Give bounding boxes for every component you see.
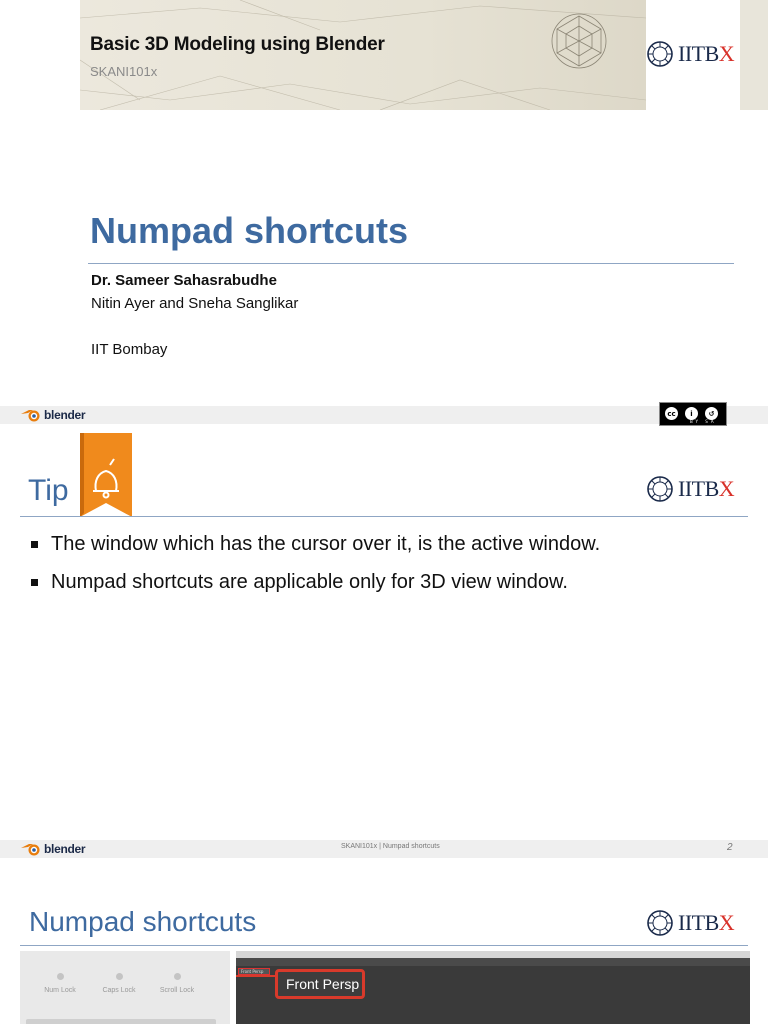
deck-title: Numpad shortcuts: [90, 210, 409, 251]
viewport-label: Front Persp: [238, 968, 270, 975]
iitbx-logo: IITBX: [646, 40, 734, 68]
tip-heading: Tip: [28, 474, 69, 507]
iitbx-logo-3: IITBX: [646, 909, 734, 937]
iitbx-logo-2: IITBX: [646, 475, 734, 503]
blender-icon: [20, 842, 42, 856]
page-number: 2: [727, 842, 733, 853]
slide3-heading: Numpad shortcuts: [29, 906, 257, 937]
banner-right-strip: [740, 0, 768, 110]
list-item: Numpad shortcuts are applicable only for 3D view window.: [30, 570, 600, 594]
keyboard-keys: [26, 1019, 216, 1024]
author-name: Dr. Sameer Sahasrabudhe: [91, 272, 277, 289]
scroll-lock-led: Scroll Lock: [149, 973, 205, 994]
coauthor-names: Nitin Ayer and Sneha Sanglikar: [91, 295, 299, 312]
blender-icon: [20, 408, 42, 422]
tip-bell-icon: [80, 433, 132, 517]
geodesic-sphere-icon: [550, 12, 608, 70]
slide3-divider: [20, 945, 748, 946]
title-divider: [88, 263, 734, 264]
iitb-seal-icon: [646, 475, 674, 503]
blender-menubar: [236, 958, 750, 966]
footer-course-label: SKANI101x | Numpad shortcuts: [341, 843, 440, 850]
by-icon: i: [683, 405, 700, 422]
blender-titlebar: [236, 951, 750, 958]
institute-name: IIT Bombay: [91, 341, 168, 358]
cc-by-sa-badge: cc i ↺ BY SA: [659, 402, 727, 426]
slide1-footer: [0, 406, 768, 424]
blender-logo: blender: [20, 408, 85, 422]
cc-icon: cc: [663, 405, 680, 422]
tip-bullet-list: [30, 532, 600, 608]
blender-logo-2: blender: [20, 842, 85, 856]
blender-screenshot: [236, 951, 750, 1024]
course-code: SKANI101x: [90, 64, 158, 79]
num-lock-led: Num Lock: [32, 973, 88, 994]
tip-divider: [20, 516, 748, 517]
sa-icon: ↺: [703, 405, 720, 422]
course-banner: [80, 0, 646, 110]
caps-lock-led: Caps Lock: [91, 973, 147, 994]
keyboard-image: [20, 951, 230, 1024]
iitb-seal-icon: [646, 40, 674, 68]
front-persp-callout: Front Persp: [275, 969, 365, 999]
course-title: Basic 3D Modeling using Blender: [90, 34, 385, 55]
iitb-seal-icon: [646, 909, 674, 937]
callout-pointer: [236, 975, 276, 977]
list-item: The window which has the cursor over it, is the active window.: [30, 532, 600, 556]
